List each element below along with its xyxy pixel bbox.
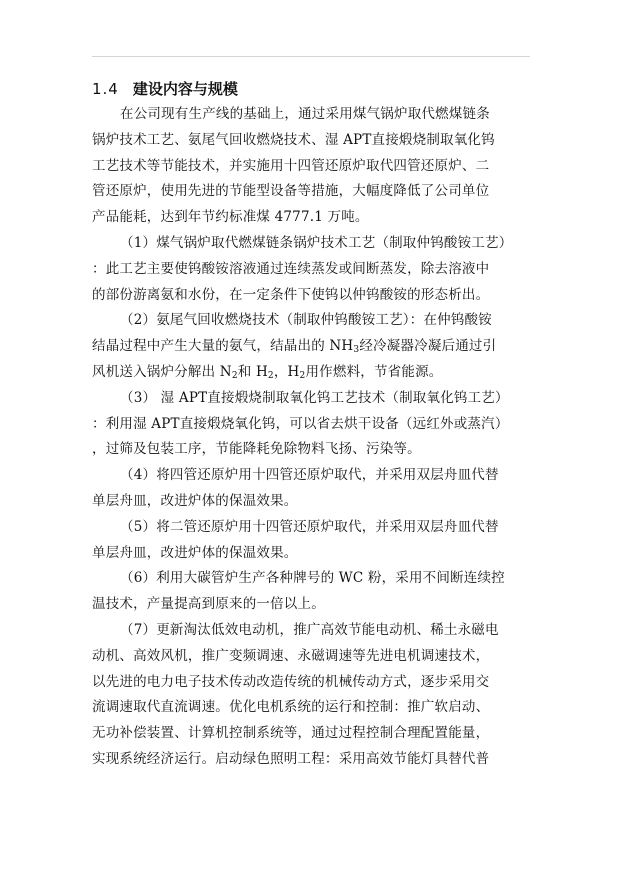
- paragraph-line: ，过筛及包装工序，节能降耗免除物料飞扬、污染等。: [92, 441, 421, 458]
- paragraph-line: 温技术，产量提高到原来的一倍以上。: [92, 596, 325, 613]
- paragraph-line: 实现系统经济运行。启动绿色照明工程：采用高效节能灯具替代普: [92, 750, 490, 767]
- section-title: 建设内容与规模: [132, 80, 238, 98]
- item-1-paragraph: [92, 231, 532, 308]
- paragraph-line: ：利用湿 APT直接煅烧氧化钨，可以省去烘干设备（远红外或蒸汽）: [92, 415, 509, 432]
- paragraph-line: 以先进的电力电子技术传动改造传统的机械传动方式，逐步采用交: [92, 673, 490, 690]
- paragraph-line: （3） 湿 APT直接煅烧制取氧化钨工艺技术（制取氧化钨工艺）: [120, 389, 509, 406]
- paragraph-line: 的部份游离氨和水份，在一定条件下使钨以仲钨酸铵的形态析出。: [92, 286, 490, 303]
- paragraph-line: 锅炉技术工艺、氨尾气回收燃烧技术、湿 APT直接煅烧制取氧化钨: [92, 131, 495, 148]
- paragraph-line: 无功补偿装置、计算机控制系统等，通过过程控制合理配置能量，: [92, 725, 490, 742]
- paragraph-line: 单层舟皿，改进炉体的保温效果。: [92, 492, 298, 509]
- paragraph-line: （6）利用大碳管炉生产各种牌号的 WC 粉，采用不间断连续控: [120, 570, 505, 587]
- paragraph-line: 单层舟皿，改进炉体的保温效果。: [92, 544, 298, 561]
- paragraph-line: 产品能耗，达到年节约标准煤 4777.1 万吨。: [92, 209, 369, 226]
- text-run: 结晶过程中产生大量的氨气，结晶出的 NH: [92, 338, 354, 355]
- item-6-paragraph: [92, 566, 532, 618]
- paragraph-line: 工艺技术等节能技术，并实施用十四管还原炉取代四管还原炉、二: [92, 157, 490, 174]
- paragraph-line: （4）将四管还原炉用十四管还原炉取代，并采用双层舟皿代替: [120, 467, 499, 484]
- section-number: 1.4: [92, 80, 119, 98]
- text-run: 风机送入锅炉分解出 N: [92, 363, 232, 380]
- section-heading: [92, 76, 532, 102]
- subscript: 3: [353, 345, 360, 356]
- paragraph-line: 管还原炉，使用先进的节能型设备等措施，大幅度降低了公司单位: [92, 183, 490, 200]
- paragraph-line: [92, 360, 532, 386]
- subscript: 2: [267, 370, 274, 381]
- item-2-paragraph: [92, 308, 532, 385]
- paragraph-line: 动机、高效风机，推广变频调速、永磁调速等先进电机调速技术，: [92, 647, 490, 664]
- paragraph-line: 流调速取代直流调速。优化电机系统的运行和控制：推广软启动、: [92, 699, 490, 716]
- item-7-paragraph: [92, 618, 532, 773]
- paragraph-line: ：此工艺主要使钨酸铵溶液通过连续蒸发或间断蒸发，除去溶液中: [92, 260, 490, 277]
- item-3-paragraph: [92, 386, 532, 463]
- paragraph-line: 在公司现有生产线的基础上，通过采用煤气锅炉取代燃煤链条: [120, 106, 490, 122]
- item-5-paragraph: [92, 515, 532, 567]
- subscript: 2: [299, 370, 306, 381]
- paragraph-line: [92, 334, 532, 360]
- subscript: 2: [231, 370, 238, 381]
- paragraph-line: （2）氨尾气回收燃烧技术（制取仲钨酸铵工艺）：在仲钨酸铵: [120, 312, 492, 329]
- item-4-paragraph: [92, 463, 532, 515]
- paragraph-line: （1）煤气锅炉取代燃煤链条锅炉技术工艺（制取仲钨酸铵工艺）: [120, 234, 513, 251]
- page-header-rule: [92, 56, 530, 57]
- text-run: 用作燃料，节省能源。: [305, 363, 443, 380]
- paragraph-line: （5）将二管还原炉用十四管还原炉取代，并采用双层舟皿代替: [120, 518, 499, 535]
- text-run: 和 H: [237, 363, 268, 380]
- text-run: 经冷凝器冷凝后通过引: [359, 338, 497, 355]
- paragraph-line: （7）更新淘汰低效电动机，推广高效节能电动机、稀土永磁电: [120, 621, 499, 638]
- intro-paragraph: [92, 102, 532, 231]
- document-body: [92, 76, 532, 773]
- text-run: ，H: [273, 363, 300, 380]
